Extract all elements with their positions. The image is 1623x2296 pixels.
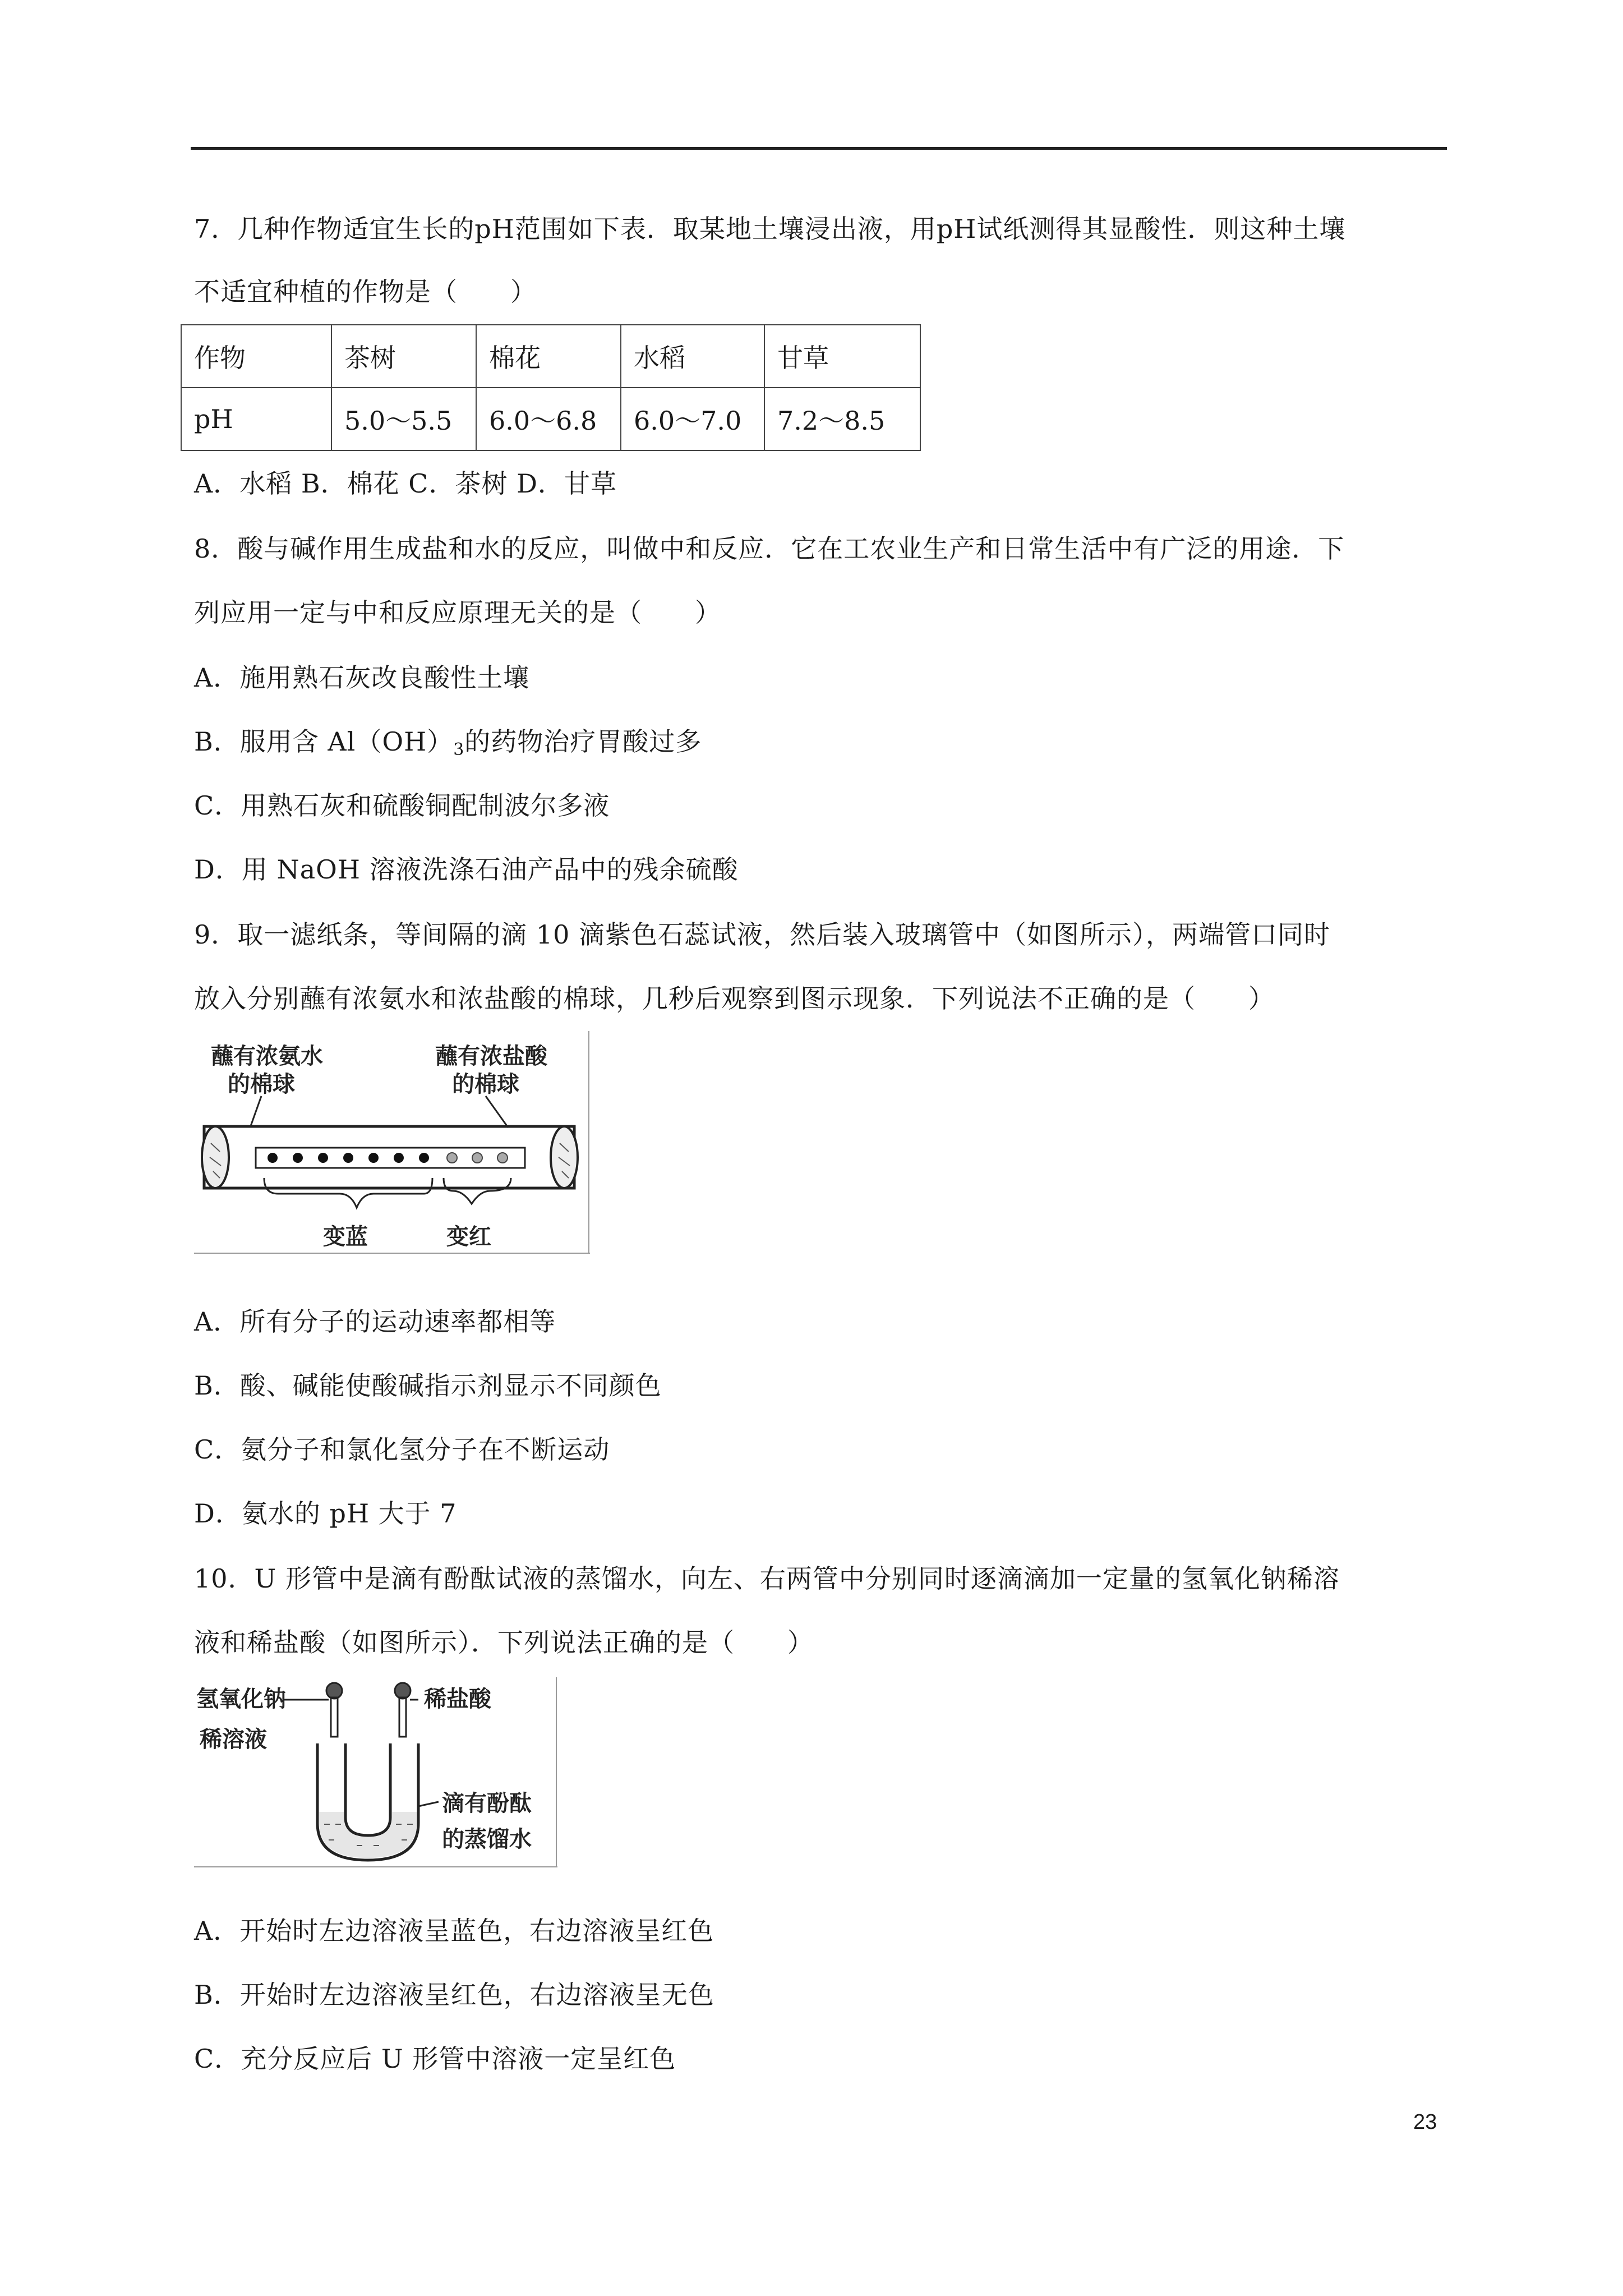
q8-stem-line-1: 8．酸与碱作用生成盐和水的反应，叫做中和反应．它在工农业生产和日常生活中有广泛的用途．下 <box>194 533 1345 564</box>
q10-option-a: A．开始时左边溶液呈蓝色，右边溶液呈红色 <box>194 1916 714 1946</box>
page-number: 23 <box>1413 2110 1437 2134</box>
q10-option-b: B．开始时左边溶液呈红色，右边溶液呈无色 <box>194 1980 714 2010</box>
q8-option-b-subscript: 3 <box>453 740 465 760</box>
table-cell: 7.2～8.5 <box>764 388 920 450</box>
hydrochloric-cotton-ball <box>551 1126 578 1188</box>
figure-label: 变蓝 <box>323 1224 368 1250</box>
q9-option-c: C．氨分子和氯化氢分子在不断运动 <box>194 1434 610 1465</box>
q8-option-b-pre: B．服用含 Al（OH） <box>194 726 454 757</box>
table-cell: 水稻 <box>621 325 764 388</box>
table-cell: 茶树 <box>331 325 476 388</box>
q7-options: A．水稻 B．棉花 C．茶树 D．甘草 <box>194 468 617 499</box>
u-tube-inner <box>345 1743 390 1835</box>
q8-stem-line-2: 列应用一定与中和反应原理无关的是（ ） <box>194 597 721 628</box>
q9-option-b: B．酸、碱能使酸碱指示剂显示不同颜色 <box>194 1370 662 1401</box>
table-cell: 作物 <box>181 325 331 388</box>
figure-label: 蘸有浓氨水 <box>211 1043 323 1069</box>
q9-stem-line-2: 放入分别蘸有浓氨水和浓盐酸的棉球，几秒后观察到图示现象．下列说法不正确的是（ ） <box>194 983 1275 1014</box>
figure-label: 稀盐酸 <box>424 1686 491 1712</box>
u-tube-figure <box>194 1677 557 1868</box>
right-dropper <box>395 1683 411 1737</box>
glass-tube-figure <box>194 1031 590 1254</box>
glass-tube <box>204 1126 574 1188</box>
table-cell: 甘草 <box>764 325 920 388</box>
q10-stem-line-2: 液和稀盐酸（如图所示）．下列说法正确的是（ ） <box>194 1627 814 1658</box>
left-dropper <box>326 1683 342 1737</box>
q9-option-a: A．所有分子的运动速率都相等 <box>194 1306 556 1337</box>
blue-bracket <box>264 1178 432 1208</box>
figure-label: 滴有酚酞 <box>442 1791 532 1816</box>
q8-option-b-post: 的药物治疗胃酸过多 <box>464 726 702 757</box>
ammonia-cotton-ball <box>202 1126 229 1188</box>
red-bracket <box>444 1178 511 1204</box>
header-rule <box>191 147 1447 150</box>
figure-label: 稀溶液 <box>200 1727 267 1752</box>
table-cell: 6.0～6.8 <box>476 388 621 450</box>
figure-label: 蘸有浓盐酸 <box>435 1043 547 1069</box>
q8-option-c: C．用熟石灰和硫酸铜配制波尔多液 <box>194 790 610 821</box>
figure-label: 变红 <box>446 1224 491 1250</box>
figure-label: 的棉球 <box>452 1071 519 1097</box>
q9-option-d: D．氨水的 pH 大于 7 <box>194 1498 457 1529</box>
crop-ph-table <box>181 324 921 451</box>
figure-label: 的蒸馏水 <box>442 1826 532 1852</box>
figure-label: 的棉球 <box>228 1071 295 1097</box>
table-cell: 棉花 <box>476 325 621 388</box>
q8-option-b <box>194 725 702 767</box>
table-cell: pH <box>181 388 331 450</box>
q8-option-d: D．用 NaOH 溶液洗涤石油产品中的残余硫酸 <box>194 854 739 885</box>
table-cell: 5.0～5.5 <box>331 388 476 450</box>
litmus-drops-red <box>447 1153 508 1163</box>
figure-label: 氢氧化钠 <box>196 1686 286 1712</box>
table-cell: 6.0～7.0 <box>621 388 764 450</box>
q10-stem-line-1: 10．U 形管中是滴有酚酞试液的蒸馏水，向左、右两管中分别同时逐滴滴加一定量的氢氧化钠稀溶 <box>194 1563 1340 1594</box>
q9-stem-line-1: 9．取一滤纸条，等间隔的滴 10 滴紫色石蕊试液，然后装入玻璃管中（如图所示），两端管口同时 <box>194 919 1331 950</box>
table-row <box>181 388 920 450</box>
litmus-drops-blue <box>268 1153 429 1163</box>
q10-option-c: C．充分反应后 U 形管中溶液一定呈红色 <box>194 2044 676 2074</box>
q8-option-a: A．施用熟石灰改良酸性土壤 <box>194 662 530 693</box>
table-row <box>181 325 920 388</box>
q7-stem-line-2: 不适宜种植的作物是（ ） <box>194 277 537 307</box>
q7-stem-line-1: 7．几种作物适宜生长的pH范围如下表．取某地土壤浸出液，用pH试纸测得其显酸性．则这种土壤 <box>194 214 1346 244</box>
